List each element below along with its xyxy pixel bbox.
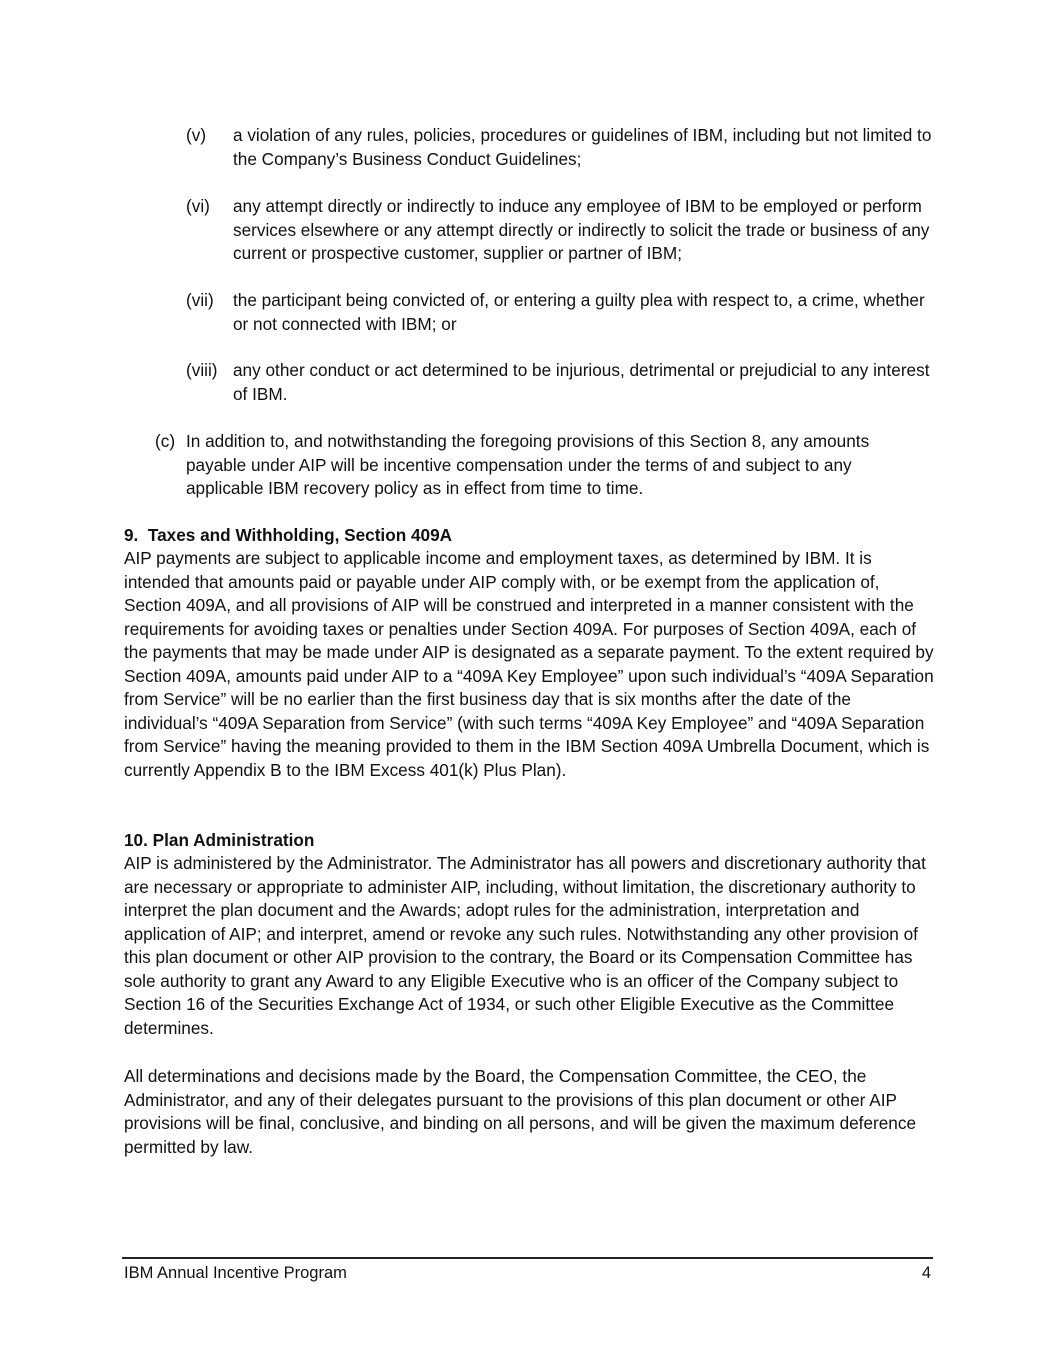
list-item-label: (viii) bbox=[186, 360, 218, 380]
list-item-c bbox=[155, 430, 895, 501]
list-item-label: (vi) bbox=[186, 196, 210, 216]
page-number: 4 bbox=[921, 1264, 931, 1282]
list-item-text: In addition to, and notwithstanding the foregoing provisions of this Section 8, any amounts payable under AIP will be incentive compensation under the terms of and subject to any applicable IBM recovery policy as in effect from time to time. bbox=[186, 431, 870, 498]
section-10-body: AIP is administered by the Administrator. The Administrator has all powers and discretionary authority that are necessary or appropriate to administer AIP, including, without limitation, the discretionary authority to interpret the plan document and the Awards; adopt rules for the administration, interpretation and application of AIP; and interpret, amend or revoke any such rules. Notwithstanding any other provision of this plan document or other AIP provision to the contrary, the Board or its Compensation Committee has sole authority to grant any Award to any Eligible Executive who is an officer of the Company subject to Section 16 of the Securities Exchange Act of 1934, or such other Eligible Executive as the Committee determines. bbox=[124, 853, 926, 1038]
list-item-v bbox=[186, 124, 936, 171]
section-9-heading: 9. Taxes and Withholding, Section 409A bbox=[124, 525, 453, 545]
list-item-text: any attempt directly or indirectly to induce any employee of IBM to be employed or perform services elsewhere or any attempt directly or indirectly to solicit the trade or business of any current or prospective customer, supplier or partner of IBM; bbox=[233, 196, 930, 263]
footer-title: IBM Annual Incentive Program bbox=[124, 1264, 347, 1282]
section-10-body-2: All determinations and decisions made by the Board, the Compensation Committee, the CEO, the Administrator, and any of their delegates pursuant to the provisions of this plan document or other AIP provisions will be final, conclusive, and binding on all persons, and will be given the maximum deference permitted by law. bbox=[124, 1066, 917, 1157]
list-item-viii bbox=[186, 359, 936, 406]
list-item-text: the participant being convicted of, or entering a guilty plea with respect to, a crime, whether or not connected with IBM; or bbox=[233, 290, 925, 334]
section-10-heading: 10. Plan Administration bbox=[124, 830, 315, 850]
list-item-label: (c) bbox=[155, 431, 176, 451]
list-item-text: any other conduct or act determined to be injurious, detrimental or prejudicial to any interest of IBM. bbox=[233, 360, 930, 404]
list-item-label: (vii) bbox=[186, 290, 214, 310]
list-item-vi bbox=[186, 195, 936, 266]
list-item-label: (v) bbox=[186, 125, 207, 145]
section-9-body: AIP payments are subject to applicable income and employment taxes, as determined by IBM. It is intended that amounts paid or payable under AIP comply with, or be exempt from the application of, Section 409A, and all provisions of AIP will be construed and interpreted in a manner consistent with the requirements for avoiding taxes or penalties under Section 409A. For purposes of Section 409A, each of the payments that may be made under AIP is designated as a separate payment. To the extent required by Section 409A, amounts paid under AIP to a “409A Key Employee” upon such individual’s “409A Separation from Service” will be no earlier than the first business day that is six months after the date of the individual’s “409A Separation from Service” (with such terms “409A Key Employee” and “409A Separation from Service” having the meaning provided to them in the IBM Section 409A Umbrella Document, which is currently Appendix B to the IBM Excess 401(k) Plus Plan). bbox=[124, 548, 934, 780]
list-item-text: a violation of any rules, policies, procedures or guidelines of IBM, including but not limited to the Company’s Business Conduct Guidelines; bbox=[233, 125, 932, 169]
list-item-vii bbox=[186, 289, 936, 336]
footer-divider bbox=[122, 1257, 933, 1259]
